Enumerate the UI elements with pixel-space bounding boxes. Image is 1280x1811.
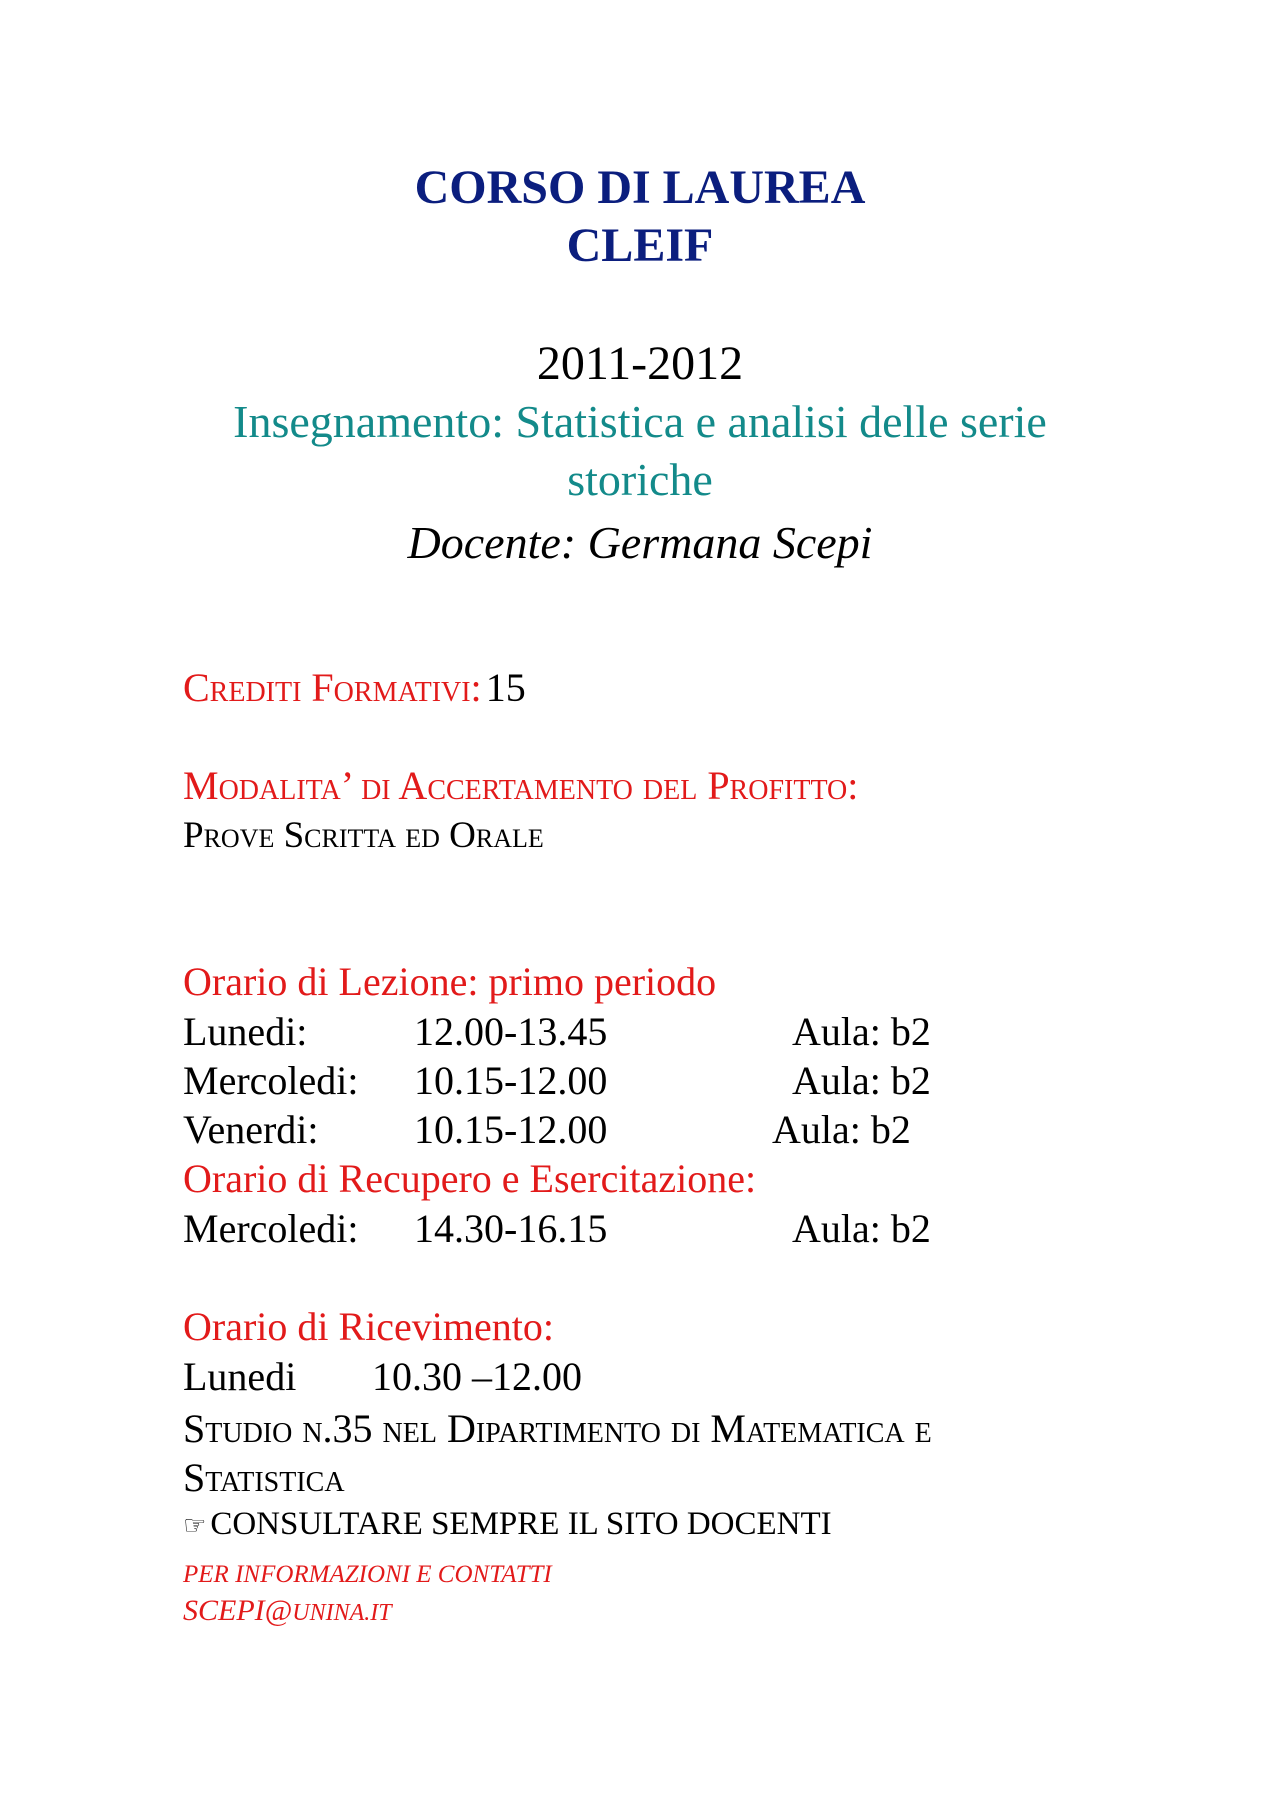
course-title-line-1: Insegnamento: Statistica e analisi delle serie	[233, 396, 1047, 447]
lesson-room: Aula: b2	[792, 1009, 931, 1054]
pointing-hand-icon: ☞	[183, 1511, 207, 1541]
lesson-day: Lunedi:	[183, 1009, 308, 1054]
recovery-room: Aula: b2	[792, 1206, 931, 1251]
office-hours-time: 10.30 –12.00	[372, 1354, 582, 1399]
credits-label: Crediti Formativi:	[183, 665, 482, 710]
lessons-heading: Orario di Lezione: primo periodo	[183, 959, 717, 1004]
notice-line	[183, 1506, 832, 1543]
office-hours-heading: Orario di Ricevimento:	[183, 1304, 555, 1349]
assessment-value: Prove Scritta ed Orale	[183, 815, 544, 856]
recovery-heading: Orario di Recupero e Esercitazione:	[183, 1156, 757, 1201]
email-user: SCEPI@	[183, 1594, 293, 1627]
lesson-day: Mercoledi:	[183, 1058, 359, 1103]
recovery-day: Mercoledi:	[183, 1206, 359, 1251]
recovery-time: 14.30-16.15	[414, 1206, 608, 1251]
title-line-1: CORSO DI LAUREA	[414, 161, 866, 214]
lesson-room: Aula: b2	[772, 1107, 911, 1152]
email-address[interactable]	[183, 1594, 392, 1628]
teacher-name: Docente: Germana Scepi	[407, 517, 873, 568]
credits-line	[183, 664, 526, 711]
office-location-line-1: Studio n.35 nel Dipartimento di Matematica e	[183, 1406, 932, 1451]
notice-text: CONSULTARE SEMPRE IL SITO DOCENTI	[210, 1506, 832, 1542]
lesson-time: 12.00-13.45	[414, 1009, 608, 1054]
office-hours-day: Lunedi	[183, 1354, 297, 1399]
office-location-line-2: Statistica	[183, 1455, 345, 1500]
info-text: PER INFORMAZIONI E CONTATTI	[183, 1561, 552, 1588]
title-line-2: CLEIF	[566, 219, 714, 272]
academic-year: 2011-2012	[536, 337, 744, 390]
lesson-day: Venerdi:	[183, 1107, 319, 1152]
credits-value: 15	[485, 665, 526, 710]
lesson-time: 10.15-12.00	[414, 1107, 608, 1152]
email-domain: UNINA.IT	[292, 1600, 392, 1626]
course-title-line-2: storiche	[567, 454, 713, 505]
lesson-room: Aula: b2	[792, 1058, 931, 1103]
lesson-time: 10.15-12.00	[414, 1058, 608, 1103]
assessment-label: Modalita’ di Accertamento del Profitto:	[183, 763, 859, 808]
